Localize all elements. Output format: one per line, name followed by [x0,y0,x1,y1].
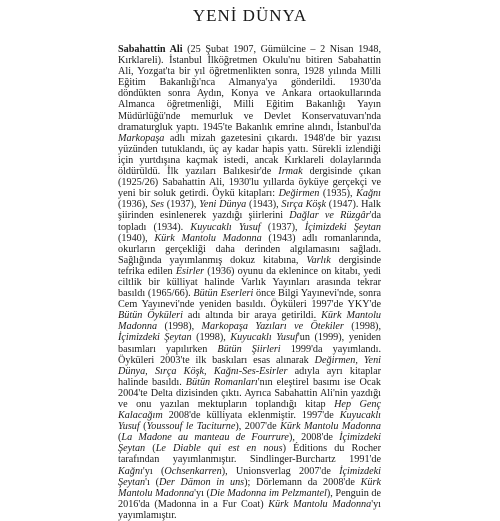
bio-text: dergisinde tefrika edilen [118,254,381,277]
bio-text: (1943), [246,199,282,211]
book-title: Dağlar ve Rüzgâr [289,210,370,222]
translated-title: İçimizdeki Şeytan [118,432,382,455]
bio-text: ( [139,421,147,433]
book-title: Değirmen [278,188,320,200]
bio-text: adı altında bir araya getirildi. [182,310,322,322]
translated-title: İçimizdeki Şeytan [118,465,382,488]
bio-text: ( [145,443,156,455]
book-title: Hep Genç Kalacağım [118,399,382,422]
bio-text: 'nın eleştirel basımı ise Ocak 2004'te Delta dizisinden çıktı. Ayrıca Sabahattin Ali'nin yazdığı ve onu yazılan mektupların toplandığı kitap [118,376,382,410]
bio-text: ); Dörlemann da 2008'de [244,476,361,488]
bio-text: ), Unionsverlag 2007'de [221,465,340,477]
author-name: Sabahattin Ali [118,44,183,55]
book-title: İçimizdeki Şeytan [304,221,381,233]
biography-paragraph [118,44,381,521]
bio-text: (1936) oyunu da eklenince on kitabı, yedi ciltlik bir külliyat halinde Varlık Yayınları arasında tekrar basıldı (1965/66). [118,265,382,300]
bio-text: (25 Şubat 1907, Gümülcine – 2 Nisan 1948, Kırklareli). İstanbul İlköğretmen Okulu'nu bitiren Sabahattin Ali, Yozgat'ta bir yıl öğretmenlikten sonra, 1928 yılında Milli Eğitim Bakanlığı'nca Almanya'ya gönderildi. 1930'da döndükten sonra Aydın, Konya ve Ankara ortaokullarında Almanca öğretmenliği, Milli Eğitim Bakanlığı Yayın Müdürlüğü'nde memurluk ve Devlet Konservatuvarı'nda dramaturgluk yaptı. 1945'te Bakanlık emrine alındı, İstanbul'da [118,44,382,133]
book-title: Ses [150,199,165,211]
book-title: Yeni Dünya [199,199,247,211]
book-title: Kürk Mantolu Madonna [154,232,262,244]
bio-text: (1940), [118,232,155,244]
book-title: Esirler [175,265,205,277]
periodical-title: Varlık [306,254,331,266]
bio-text: 'yı yayımlamıştır. [118,498,381,521]
periodical-title: Markopaşa [118,132,165,144]
translated-title: Kağnı [118,465,143,477]
book-title: İçimizdeki Şeytan [118,332,192,344]
book-title: Bütün Şiirleri [217,343,281,355]
book-title: Sırça Köşk [281,199,327,211]
bio-text: ) Éditions du Rocher tarafından yayımlanmıştır. Sindlinger-Burchartz 1991'de [118,443,381,466]
bio-text: ), Penguin de 2016'da (Madonna in a Fur Coat) [118,487,381,510]
translated-title: Kürk Mantolu Madonna [280,421,381,433]
bio-text: dergisinde çıkan (1925/26) Sabahattin Ali, 1930'lu yıllarda öyküye gerçekçi ve yeni bir soluk getirdi. Öykü kitapları: [118,166,381,200]
bio-text: 'ı ( [145,476,159,488]
book-title: Le Diable qui est en nous [155,443,283,455]
running-head: YENİ DÜNYA [192,6,308,25]
book-title: Kuyucaklı Yusuf [230,332,298,344]
bio-text: (1937), [260,221,305,233]
translated-title: Kürk Mantolu Madonna [268,498,372,510]
bio-text: (1943) adlı romanlarında, okurların gerçekliği daha derinden algılamasını sağladı. Sağlığında yayımlanmış dokuz kitabına, [118,232,381,266]
book-title: Bütün Öyküleri [118,310,183,322]
book-title: Bütün Romanları [185,376,258,388]
book-title: La Madone au manteau de Fourrure [121,432,289,444]
book-title: Ochsenkarren [164,465,222,477]
book-title: Bütün Eserleri [193,288,254,300]
book-title: Kürk Mantolu Madonna [118,310,381,333]
bio-text: önce Bilgi Yayınevi'nde, sonra Cem Yayınevi'nde yeniden basıldı. Öyküleri 1997'de YKY'de [118,288,381,311]
bio-text: 1999'da yayımlandı. Öyküleri 2003'te ilk baskıları esas alınarak [118,343,381,366]
bio-text: (1998), [343,321,381,333]
book-title: Markopaşa Yazıları ve Ötekiler [201,321,344,333]
bio-text: adıyla ayrı kitaplar halinde basıldı. [118,365,381,388]
bio-text: (1937), [164,199,200,211]
translated-title: Kürk Mantolu Madonna [118,476,382,499]
book-title: Der Dämon in uns [158,476,245,488]
bio-text: 'un (1999), yeniden basımları yapılırken [118,332,381,355]
bio-text: 'yı ( [142,465,165,477]
bio-text: (1936), [118,199,151,211]
bio-text: ), 2008'de [288,432,340,444]
bio-text: (1998), [157,321,202,333]
book-title: Değirmen, Yeni Dünya, Sırça Köşk, Kağnı-Ses-Esirler [118,354,381,377]
bio-text: 'da topladı (1934). [118,210,381,233]
bio-text: 2008'de külliyata eklenmiştir. 1997'de [162,410,340,422]
bio-text: (1935), [319,188,357,200]
bio-text: (1947). Halk şiirinden esinlenerek yazdığı şiirlerini [118,199,381,222]
bio-text: (1998), [191,332,231,344]
bio-text: ( [118,432,122,444]
bio-text: adlı mizah gazetesini çıkardı. 1948'de bir yazısı yüzünden tutuklandı, üç ay kadar hapis yattı. Sürekli izlendiği için yurtdışına kaçmak istedi, ancak Kırklareli dolaylarında öldürüldü. İlk yazıları Balıkesir'de [118,132,381,178]
author-biography [118,44,381,521]
book-title: Kağnı [356,188,381,200]
bio-text: 'yı ( [194,487,210,499]
book-title: Youssouf le Taciturne [146,421,236,433]
book-title: Die Madonna im Pelzmantel [209,487,327,499]
bio-text: ), 2007'de [235,421,281,433]
book-title: Kuyucaklı Yusuf [118,410,381,433]
periodical-title: Irmak [278,166,303,178]
book-title: Kuyucaklı Yusuf [190,221,261,233]
